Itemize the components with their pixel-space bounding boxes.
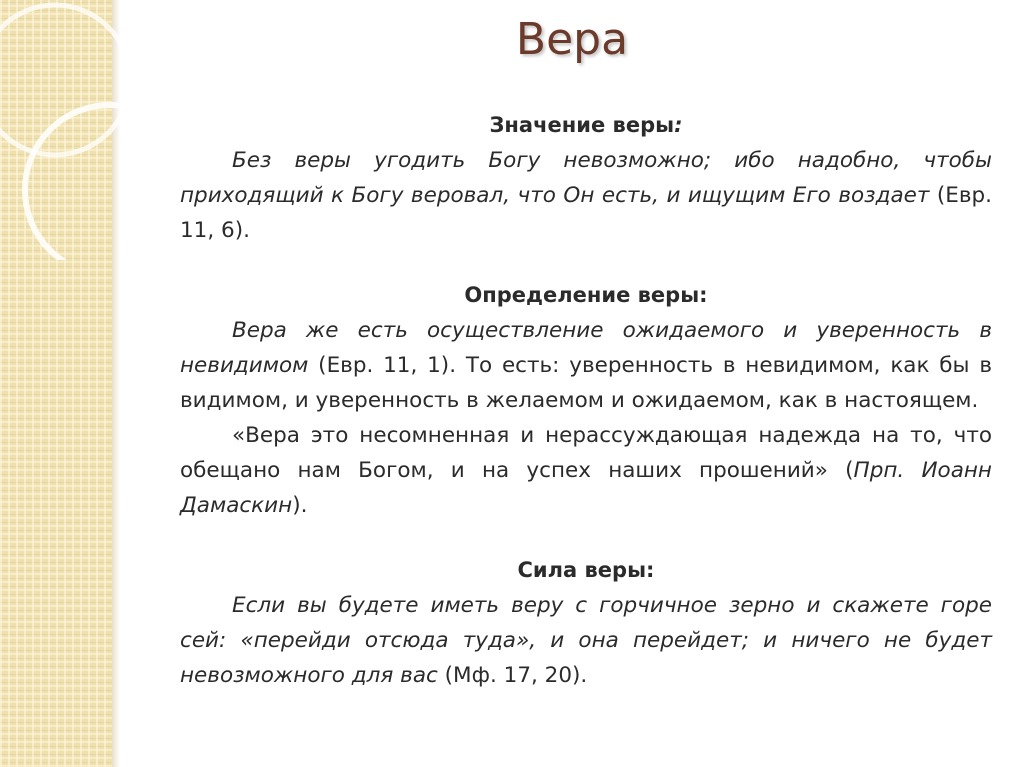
sidebar-edge-shadow <box>112 0 120 767</box>
paragraph: Вера же есть осуществление ожидаемого и уверенность в невидимом (Евр. 11, 1). То есть: уверенность в невидимом, как бы в видимом, и уверенность в желаемом и ожидаемом, как в настоящем. <box>180 318 992 413</box>
section-heading: Значение веры: <box>489 113 683 137</box>
section-power <box>180 553 992 693</box>
section-heading: Сила веры: <box>517 558 655 582</box>
slide-content <box>180 108 992 723</box>
section-definition <box>180 278 992 523</box>
page-title: Вера <box>515 14 629 65</box>
section-meaning <box>180 108 992 248</box>
paragraph: «Вера это несомненная и нерассуждающая надежда на то, что обещано нам Богом, и на успех наших прошений» (Прп. Иоанн Дамаскин). <box>180 423 992 518</box>
section-heading: Определение веры: <box>464 283 708 307</box>
paragraph: Если вы будете иметь веру с горчичное зерно и скажете горе сей: «перейди отсюда туда», и она перейдет; и ничего не будет невозможного для вас (Мф. 17, 20). <box>180 593 992 688</box>
decorative-sidebar <box>0 0 112 767</box>
paragraph: Без веры угодить Богу невозможно; ибо надобно, чтобы приходящий к Богу веровал, что Он есть, и ищущим Его воздает (Евр. 11, 6). <box>180 148 992 243</box>
